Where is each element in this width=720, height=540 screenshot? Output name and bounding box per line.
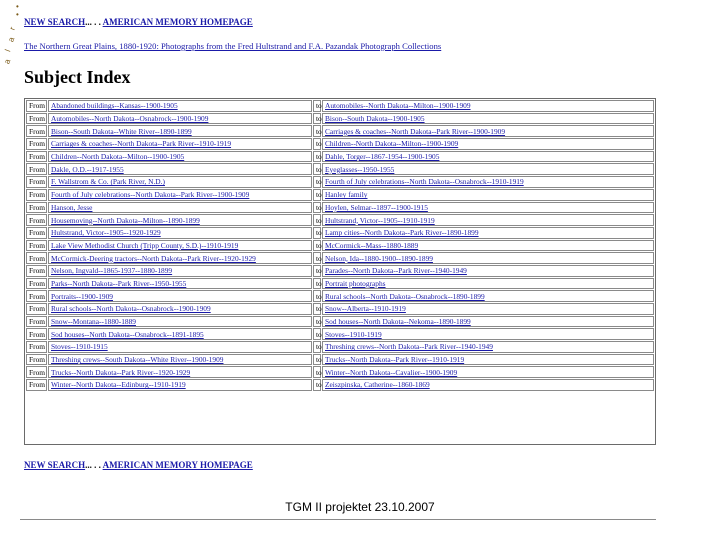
from-label: From	[26, 113, 47, 125]
table-row	[26, 366, 654, 378]
to-label: to	[313, 341, 321, 353]
nav-separator: ... . .	[85, 17, 101, 27]
table-row	[26, 189, 654, 201]
from-label: From	[26, 202, 47, 214]
table-row	[26, 354, 654, 366]
from-label: From	[26, 240, 47, 252]
to-label: to	[313, 278, 321, 290]
table-row	[26, 252, 654, 264]
to-label: to	[313, 290, 321, 302]
to-subject-link[interactable]: Winter--North Dakota--Cavalier--1900-1909	[322, 366, 654, 378]
footer-divider	[20, 519, 656, 520]
to-subject-link[interactable]: Eyeglasses--1950-1955	[322, 163, 654, 175]
from-label: From	[26, 290, 47, 302]
table-row	[26, 151, 654, 163]
from-subject-link[interactable]: Snow--Montana--1880-1889	[48, 316, 312, 328]
to-label: to	[313, 125, 321, 137]
page-title: Subject Index	[24, 67, 131, 87]
to-label: to	[313, 214, 321, 226]
from-subject-link[interactable]: Trucks--North Dakota--Park River--1920-1929	[48, 366, 312, 378]
to-subject-link[interactable]: Nelson, Ida--1880-1900--1890-1899	[322, 252, 654, 264]
to-subject-link[interactable]: Hanley family	[322, 189, 654, 201]
table-row	[26, 290, 654, 302]
from-label: From	[26, 316, 47, 328]
from-label: From	[26, 138, 47, 150]
decor-letter: a	[6, 35, 17, 44]
from-label: From	[26, 214, 47, 226]
from-label: From	[26, 354, 47, 366]
from-subject-link[interactable]: Hanson, Jesse	[48, 202, 312, 214]
to-subject-link[interactable]: Automobiles--North Dakota--Milton--1900-1909	[322, 100, 654, 112]
from-label: From	[26, 252, 47, 264]
table-row	[26, 303, 654, 315]
from-label: From	[26, 176, 47, 188]
to-subject-link[interactable]: Sod houses--North Dakota--Nekoma--1890-1899	[322, 316, 654, 328]
to-label: to	[313, 151, 321, 163]
to-subject-link[interactable]: Threshing crews--North Dakota--Park River--1940-1949	[322, 341, 654, 353]
from-subject-link[interactable]: Children--North Dakota--Milton--1900-1905	[48, 151, 312, 163]
to-label: to	[313, 113, 321, 125]
from-label: From	[26, 189, 47, 201]
to-subject-link[interactable]: McCormick--Mass--1880-1889	[322, 240, 654, 252]
bottom-nav	[24, 460, 253, 470]
from-subject-link[interactable]: Hultstrand, Victor--1905--1920-1929	[48, 227, 312, 239]
to-subject-link[interactable]: Parades--North Dakota--Park River--1940-1949	[322, 265, 654, 277]
to-label: to	[313, 328, 321, 340]
from-subject-link[interactable]: Sod houses--North Dakota--Osnabrock--1891-1895	[48, 328, 312, 340]
to-label: to	[313, 163, 321, 175]
from-label: From	[26, 163, 47, 175]
table-row	[26, 265, 654, 277]
to-subject-link[interactable]: Snow--Alberta--1910-1919	[322, 303, 654, 315]
to-subject-link[interactable]: Rural schools--North Dakota--Osnabrock--1890-1899	[322, 290, 654, 302]
to-label: to	[313, 100, 321, 112]
from-subject-link[interactable]: Portraits--1900-1909	[48, 290, 312, 302]
to-label: to	[313, 189, 321, 201]
to-label: to	[313, 354, 321, 366]
to-subject-link[interactable]: Carriages & coaches--North Dakota--Park River--1900-1909	[322, 125, 654, 137]
from-label: From	[26, 265, 47, 277]
to-label: to	[313, 227, 321, 239]
decor-letter: l	[3, 48, 13, 53]
from-label: From	[26, 100, 47, 112]
from-subject-link[interactable]: Parks--North Dakota--Park River--1950-1955	[48, 278, 312, 290]
new-search-link[interactable]: NEW SEARCH	[24, 17, 86, 27]
from-subject-link[interactable]: Automobiles--North Dakota--Osnabrock--1900-1909	[48, 113, 312, 125]
table-row	[26, 341, 654, 353]
table-row	[26, 227, 654, 239]
to-subject-link[interactable]: Children--North Dakota--Milton--1900-1909	[322, 138, 654, 150]
table-row	[26, 163, 654, 175]
from-subject-link[interactable]: Fourth of July celebrations--North Dakota--Park River--1900-1909	[48, 189, 312, 201]
table-row	[26, 176, 654, 188]
american-memory-home-link[interactable]: AMERICAN MEMORY HOMEPAGE	[102, 17, 253, 27]
from-label: From	[26, 227, 47, 239]
to-label: to	[313, 303, 321, 315]
from-subject-link[interactable]: Bison--South Dakota--White River--1890-1899	[48, 125, 312, 137]
to-label: to	[313, 316, 321, 328]
to-label: to	[313, 252, 321, 264]
table-row	[26, 138, 654, 150]
to-label: to	[313, 366, 321, 378]
from-label: From	[26, 303, 47, 315]
from-label: From	[26, 151, 47, 163]
nav-separator: ... . .	[85, 460, 101, 470]
to-subject-link[interactable]: Dahle, Torger--1867-1954--1900-1905	[322, 151, 654, 163]
from-label: From	[26, 379, 47, 391]
to-subject-link[interactable]: Lamp cities--North Dakota--Park River--1890-1899	[322, 227, 654, 239]
table-row	[26, 113, 654, 125]
table-row	[26, 379, 654, 391]
from-subject-link[interactable]: Threshing crews--South Dakota--White River--1900-1909	[48, 354, 312, 366]
from-label: From	[26, 125, 47, 137]
from-subject-link[interactable]: Rural schools--North Dakota--Osnabrock--1900-1909	[48, 303, 312, 315]
table-row	[26, 202, 654, 214]
to-label: to	[313, 379, 321, 391]
table-row	[26, 125, 654, 137]
new-search-link[interactable]: NEW SEARCH	[24, 460, 86, 470]
from-subject-link[interactable]: F. Wallstrom & Co. (Park River, N.D.)	[48, 176, 312, 188]
decor-letter: a	[2, 57, 13, 66]
top-nav	[24, 17, 253, 27]
to-subject-link[interactable]: Stoves--1910-1919	[322, 328, 654, 340]
to-label: to	[313, 240, 321, 252]
from-subject-link[interactable]: Abandoned buildings--Kansas--1900-1905	[48, 100, 312, 112]
subject-index-table	[24, 98, 656, 445]
from-label: From	[26, 341, 47, 353]
from-subject-link[interactable]: Stoves--1910-1915	[48, 341, 312, 353]
slide-footer: TGM II projektet 23.10.2007	[285, 500, 435, 514]
to-label: to	[313, 265, 321, 277]
from-subject-link[interactable]: Lake View Methodist Church (Tripp County, S.D.)--1910-1919	[48, 240, 312, 252]
decor-dot: •	[16, 10, 19, 19]
to-subject-link[interactable]: Hoylen, Selmar--1897--1900-1915	[322, 202, 654, 214]
american-memory-home-link[interactable]: AMERICAN MEMORY HOMEPAGE	[102, 460, 253, 470]
to-subject-link[interactable]: Zeiszpinska, Catherine--1860-1869	[322, 379, 654, 391]
from-subject-link[interactable]: Winter--North Dakota--Edinburg--1910-1919	[48, 379, 312, 391]
to-label: to	[313, 202, 321, 214]
from-label: From	[26, 328, 47, 340]
to-subject-link[interactable]: Hultstrand, Victor--1905--1910-1919	[322, 214, 654, 226]
decorative-letters	[3, 2, 23, 72]
table-row	[26, 100, 654, 112]
from-label: From	[26, 278, 47, 290]
collection-title-link[interactable]: The Northern Great Plains, 1880-1920: Photographs from the Fred Hultstrand and F.A. Pazandak Photograph Collections	[24, 41, 442, 51]
from-subject-link[interactable]: Housemoving--North Dakota--Milton--1890-1899	[48, 214, 312, 226]
table-row	[26, 328, 654, 340]
to-subject-link[interactable]: Bison--South Dakota--1900-1905	[322, 113, 654, 125]
table-row	[26, 214, 654, 226]
to-subject-link[interactable]: Fourth of July celebrations--North Dakota--Osnabrock--1910-1919	[322, 176, 654, 188]
from-subject-link[interactable]: Dakle, O.D.--1917-1955	[48, 163, 312, 175]
from-subject-link[interactable]: Nelson, Ingvald--1865-1937--1880-1899	[48, 265, 312, 277]
from-subject-link[interactable]: Carriages & coaches--North Dakota--Park River--1910-1919	[48, 138, 312, 150]
to-subject-link[interactable]: Portrait photographs	[322, 278, 654, 290]
decor-letter: r	[7, 25, 18, 32]
table-row	[26, 278, 654, 290]
decor-dot: •	[16, 2, 19, 11]
table-row	[26, 316, 654, 328]
to-label: to	[313, 176, 321, 188]
to-subject-link[interactable]: Trucks--North Dakota--Park River--1910-1919	[322, 354, 654, 366]
table-row	[26, 240, 654, 252]
to-label: to	[313, 138, 321, 150]
from-subject-link[interactable]: McCormick-Deering tractors--North Dakota--Park River--1920-1929	[48, 252, 312, 264]
from-label: From	[26, 366, 47, 378]
